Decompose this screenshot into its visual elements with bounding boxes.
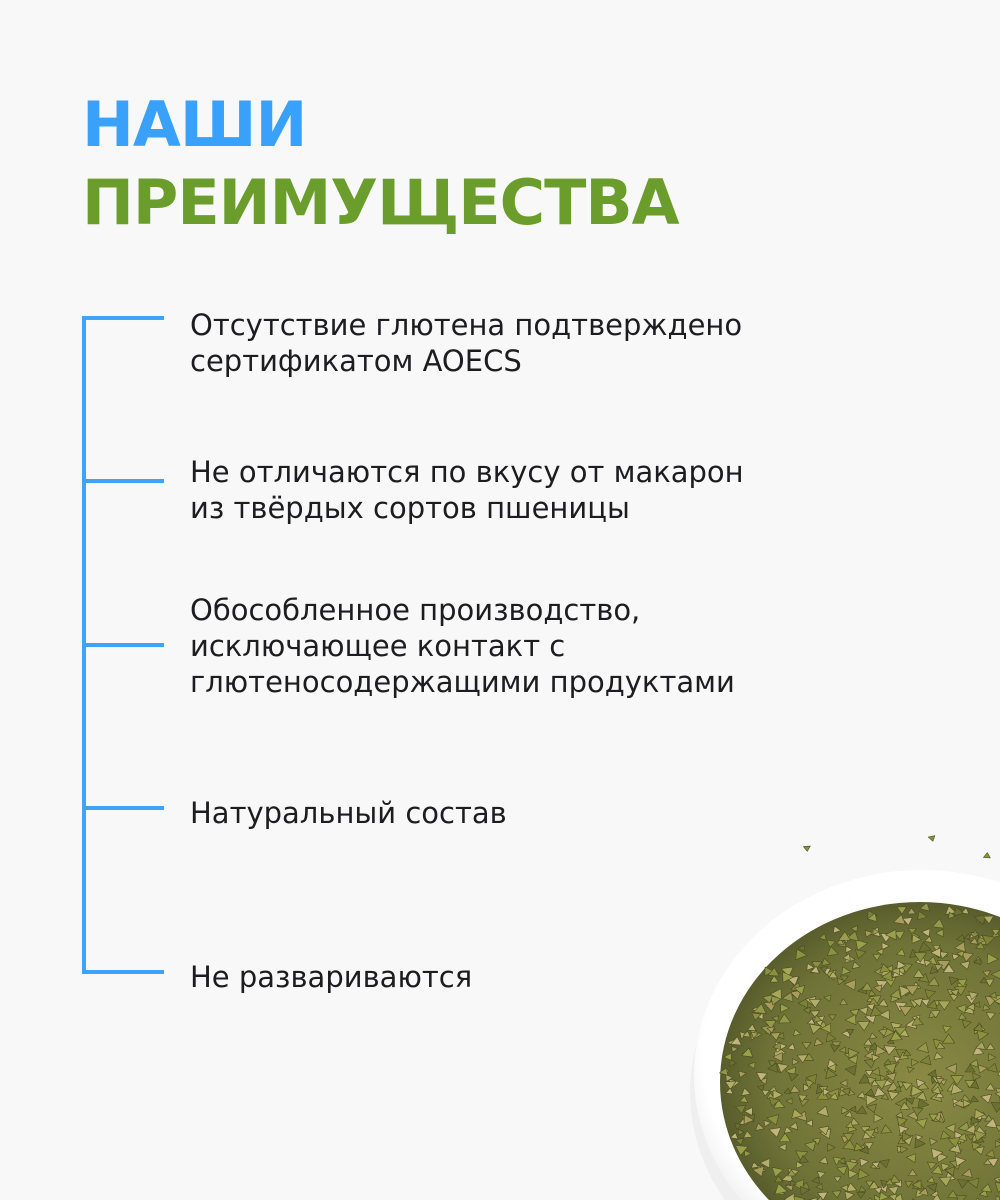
heading-line-1: НАШИ	[82, 88, 307, 161]
timeline-tick	[82, 970, 164, 974]
advantage-item: Не отличаются по вкусу от макарон из твёрдых сортов пшеницы	[190, 455, 744, 525]
timeline-tick	[82, 479, 164, 483]
advantage-item: Не развариваются	[190, 960, 473, 994]
advantage-item: Натуральный состав	[190, 796, 507, 830]
timeline-tick	[82, 643, 164, 647]
timeline-tick	[82, 806, 164, 810]
buckwheat-grain	[983, 853, 990, 858]
advantage-item: Отсутствие глютена подтверждено сертификатом AOECS	[190, 308, 743, 378]
timeline-tick	[82, 316, 164, 320]
buckwheat-bowl-image	[640, 830, 1000, 1200]
buckwheat-grain	[928, 836, 935, 842]
buckwheat-grain	[803, 846, 810, 851]
advantage-item: Обособленное производство, исключающее контакт с глютеносодержащими продуктами	[190, 593, 735, 699]
heading-line-2: ПРЕИМУЩЕСТВА	[82, 166, 679, 239]
